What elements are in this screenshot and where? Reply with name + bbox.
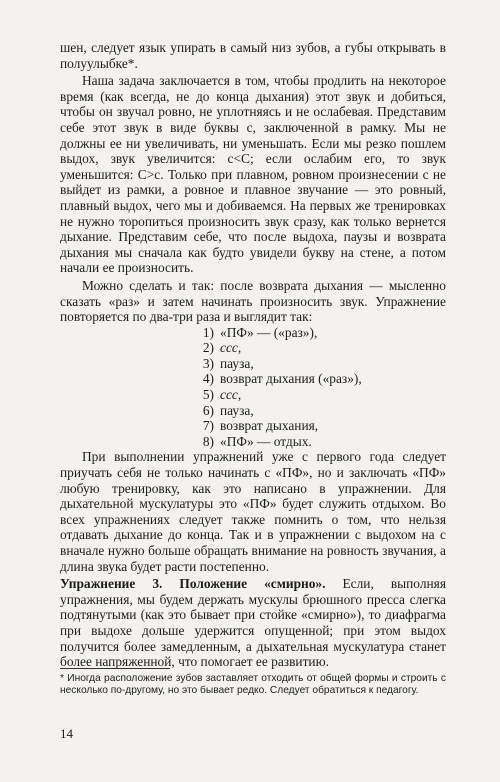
exercise-steps-list: [60, 325, 446, 450]
step-text: возврат дыхания,: [220, 418, 319, 434]
list-item: [200, 325, 446, 341]
list-item: [200, 418, 446, 434]
exercise-text: Если, выполняя упражнения, мы будем держать мускулы брюшного пресса слегка подтянутыми (как это бывает при стойке «смирно»), то диафрагма при выдохе дольше удержится опущенной; при этом выдох получится более замедленным, а дыхательная мускулатура станет более напряженной, что помогает ее развитию.: [60, 576, 446, 670]
step-number: 6): [202, 402, 214, 418]
step-text: «ПФ» — отдых.: [220, 433, 312, 449]
footnote: * Иногда расположение зубов заставляет отходить от общей формы и строить с несколько по-другому, но это бывает редко. Следует обратиться к педагогу.: [60, 673, 446, 697]
page-number: 14: [60, 726, 73, 741]
step-text: «ПФ» — («раз»),: [220, 324, 318, 340]
paragraph-method: Можно сделать и так: после возврата дыхания — мысленно сказать «раз» и затем начинать произносить звук. Упражнение повторяется по два-три раза и выглядит так:: [60, 277, 446, 325]
step-text: пауза,: [220, 355, 254, 371]
paragraph-exercise-3: [60, 576, 446, 670]
list-item: [200, 356, 446, 372]
step-text: пауза,: [220, 402, 254, 418]
list-item: [200, 434, 446, 450]
paragraph-task: Наша задача заключается в том, чтобы продлить на некоторое время (как всегда, не до конца дыхания) этот звук и добиться, чтобы он звучал ровно, не уплотняясь и не ослабевая. Представим себе этот звук в виде буквы с, заключенной в рамку. Мы не должны ее ни увеличивать, ни уменьшать. Если мы резко пошлем выдох, звук увеличится: с<C; если ослабим его, то звук уменьшится: C>c. Только при плавном, ровном произнесении с не выйдет из рамки, а ровное и плавное звучание — это ровный, плавный выдох, чего мы и добиваемся. На первых же тренировках не нужно торопиться произносить звук сразу, как только вернется дыхание. Представим себе, что после выдоха, паузы и возврата дыхания мы сначала как будто увидели букву на стене, а потом начали ее произносить.: [60, 73, 446, 276]
step-text: ссс,: [220, 387, 242, 403]
step-text: ссс,: [220, 340, 242, 356]
step-number: 1): [202, 324, 214, 340]
step-number: 5): [202, 387, 214, 403]
step-number: 2): [202, 340, 214, 356]
step-number: 8): [202, 433, 214, 449]
list-item: [200, 403, 446, 419]
paragraph-continuation: шен, следует язык упирать в самый низ зубов, а губы открывать в полуулыбке*.: [60, 40, 446, 71]
paragraph-practice: При выполнении упражнений уже с первого года следует приучать себя не только начинать с «ПФ», но и заключать «ПФ» любую тренировку, как это написано в упражнении. Для дыхательной мускулатуры это «ПФ» будет служить отдыхом. Во всех упражнениях следует также помнить о том, что нельзя отдавать дыхание до конца. Так и в упражнении с выдохом на с вначале нужно больше обращать внимание на ровность звучания, а длина звука будет расти постепенно.: [60, 449, 446, 574]
step-number: 3): [202, 355, 214, 371]
list-item: [200, 340, 446, 356]
step-number: 7): [202, 418, 214, 434]
step-text: возврат дыхания («раз»),: [220, 371, 362, 387]
footnote-divider: [60, 668, 170, 669]
list-item: [200, 387, 446, 403]
list-item: [200, 371, 446, 387]
exercise-heading: Упражнение 3. Положение «смирно».: [60, 576, 326, 592]
step-number: 4): [202, 371, 214, 387]
body-text: [60, 40, 446, 670]
